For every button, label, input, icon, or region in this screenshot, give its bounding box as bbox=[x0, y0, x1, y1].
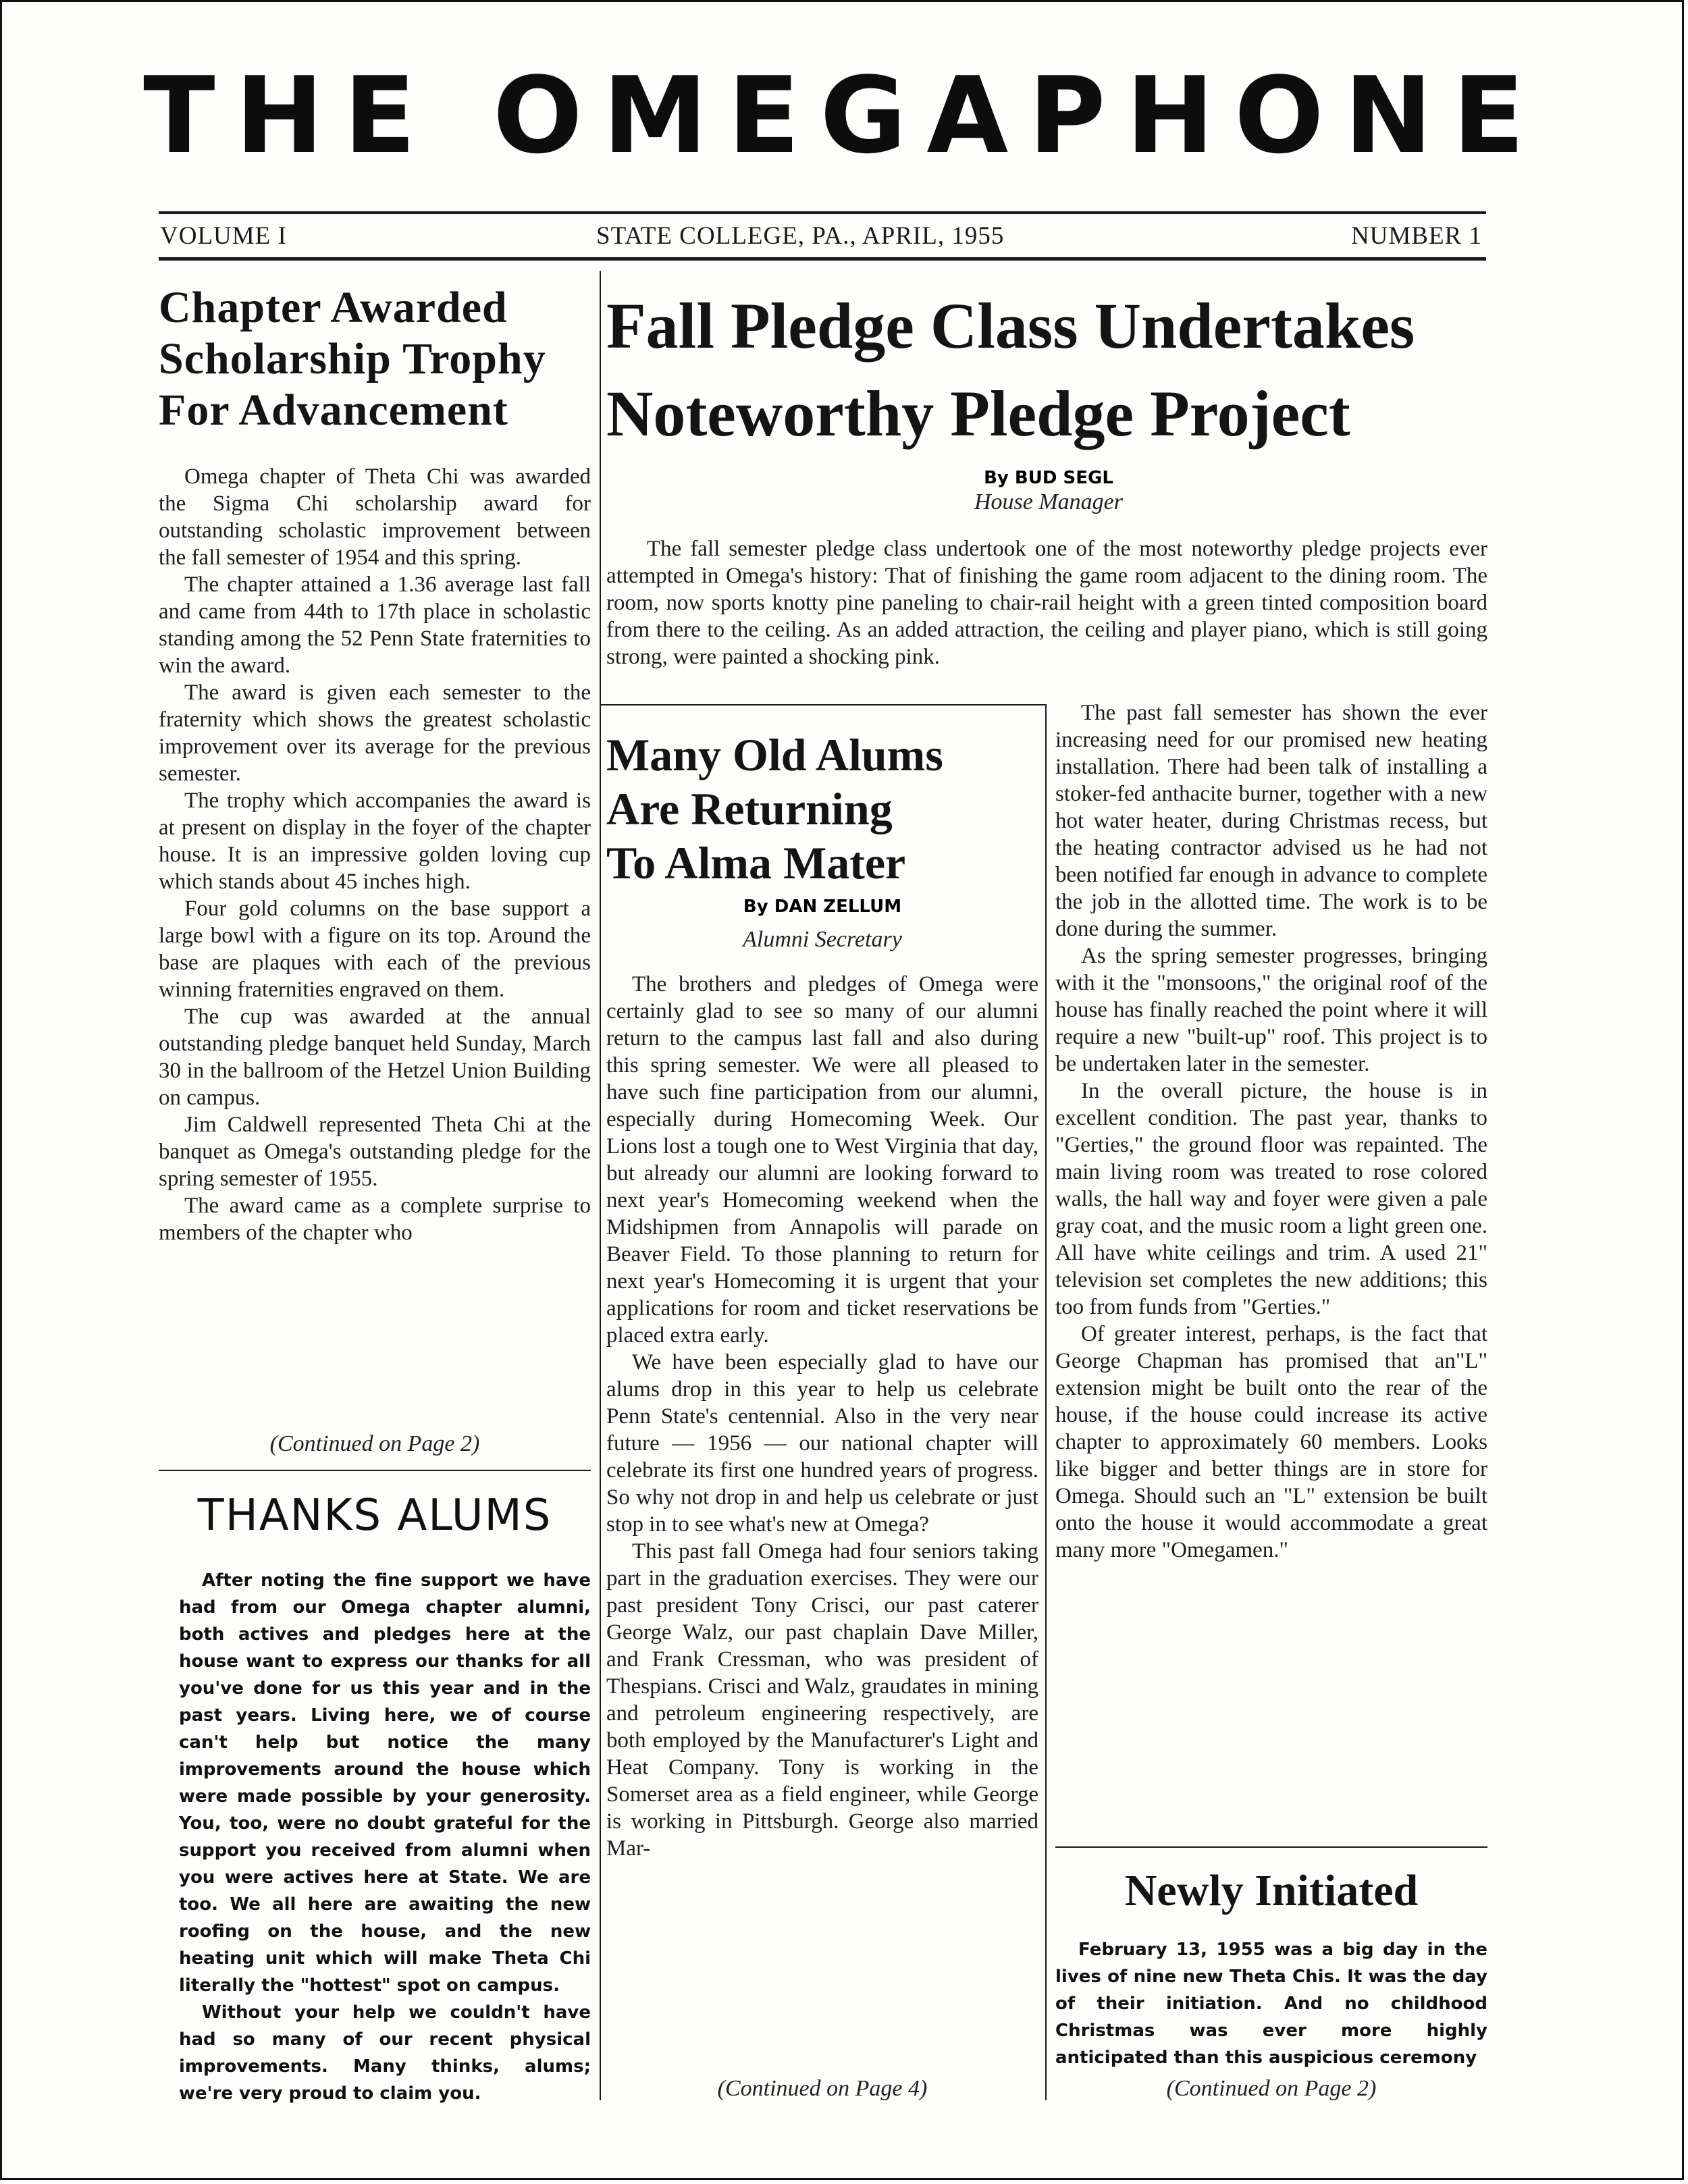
thanks-top-rule bbox=[159, 1470, 591, 1471]
thanks-headline: THANKS ALUMS bbox=[197, 1491, 552, 1541]
alums-headline-line-1: Many Old Alums bbox=[606, 729, 943, 780]
pledge-right-paragraph: In the overall picture, the house is in excellent condition. The past year, thanks to "Gerties," the ground floor was repainted. The main living room was treated to rose colored walls, the hall way and foyer were given a pale gray coat, and the music room a light green one. All have white ceilings and trim. A used 21" television set completes the new additions; this too from funds from "Gerties." bbox=[1055, 1079, 1487, 1319]
column-divider-right bbox=[1045, 704, 1047, 2100]
left-continued-link[interactable]: (Continued on Page 2) bbox=[269, 1431, 480, 1456]
alums-headline bbox=[606, 728, 1038, 890]
column-divider-left bbox=[600, 271, 601, 2100]
left-paragraph: The award is given each semester to the fraternity which shows the greatest scholastic improvement over its average for the previous semester. bbox=[159, 681, 591, 786]
alums-continued-link[interactable]: (Continued on Page 4) bbox=[717, 2076, 928, 2101]
initiated-headline: Newly Initiated bbox=[1124, 1866, 1419, 1915]
left-headline-line-3: For Advancement bbox=[159, 385, 508, 435]
left-paragraph: The chapter attained a 1.36 average last fall and came from 44th to 17th place in scholastic standing among the 52 Penn State fraternities to win the award. bbox=[159, 572, 591, 678]
masthead-title: THE OMEGAPHONE bbox=[143, 54, 1545, 177]
dateline-top-rule bbox=[159, 211, 1486, 214]
left-article-headline bbox=[159, 282, 591, 436]
alums-headline-line-2: Are Returning bbox=[606, 783, 893, 834]
left-paragraph: Omega chapter of Theta Chi was awarded the Sigma Chi scholarship award for outstanding scholastic improvement between the fall semester of 1954 and this spring. bbox=[159, 464, 591, 570]
left-paragraph: The award came as a complete surprise to members of the chapter who bbox=[159, 1194, 591, 1245]
place-date-label: STATE COLLEGE, PA., APRIL, 1955 bbox=[596, 222, 1005, 250]
pledge-role: House Manager bbox=[974, 489, 1124, 514]
alums-headline-line-3: To Alma Mater bbox=[606, 837, 906, 888]
pledge-right-paragraph: The past fall semester has shown the ever increasing need for our promised new heating installation. There had been talk of installing a stoker-fed anthacite burner, together with a new hot water heater, during Christmas recess, but the heating contractor advised us he had not been notified far enough in advance to complete the job in the allotted time. The work is to be done during the summer. bbox=[1055, 701, 1487, 941]
pledge-headline bbox=[606, 282, 1491, 458]
left-paragraph: The trophy which accompanies the award is at present on display in the foyer of the chapter house. It is an impressive golden loving cup which stands about 45 inches high. bbox=[159, 789, 591, 894]
pledge-headline-line-1: Fall Pledge Class Undertakes bbox=[606, 290, 1415, 362]
initiated-paragraph: February 13, 1955 was a big day in the lives of nine new Theta Chis. It was the day of their initiation. And no childhood Christmas was ever more highly anticipated than this auspicious ceremony bbox=[1055, 1940, 1487, 2068]
initiated-continued-link[interactable]: (Continued on Page 2) bbox=[1166, 2076, 1377, 2101]
issue-number-label: NUMBER 1 bbox=[1350, 222, 1482, 250]
pledge-headline-line-2: Noteworthy Pledge Project bbox=[606, 377, 1350, 450]
pledge-lead bbox=[606, 535, 1487, 670]
pledge-right-body bbox=[1055, 699, 1487, 1564]
volume-label: VOLUME I bbox=[160, 222, 287, 250]
pledge-right-paragraph: Of greater interest, perhaps, is the fact that George Chapman has promised that an"L" extension might be built onto the rear of the house, if the house could increase its active chapter to approximately 60 members. Looks like bigger and better things are in store for Omega. Should such an "L" extension be built onto the house it would accommodate a great many more "Omegamen." bbox=[1055, 1322, 1487, 1562]
alums-byline: By DAN ZELLUM bbox=[743, 897, 902, 917]
dateline-bottom-rule bbox=[159, 257, 1486, 261]
alums-paragraph: We have been especially glad to have our alums drop in this year to help us celebrate Penn State's centennial. Also in the very near future — 1956 — our national chapter will celebrate its first one hundred years of progress. So why not drop in and help us celebrate or just stop in to see what's new at Omega? bbox=[606, 1350, 1038, 1537]
alums-paragraph: This past fall Omega had four seniors taking part in the graduation exercises. They were our past president Tony Crisci, our past caterer George Walz, our past chaplain Dave Miller, and Frank Cressman, who was president of Thespians. Crisci and Walz, graudates in mining and petroleum engineering respectively, are both employed by the Manufacturer's Light and Heat Company. Tony is working in the Somerset area as a field engineer, while George is working in Pittsburgh. George also married Mar- bbox=[606, 1539, 1038, 1861]
left-headline-line-2: Scholarship Trophy bbox=[159, 334, 546, 383]
thanks-body bbox=[179, 1567, 591, 2107]
pledge-byline: By BUD SEGL bbox=[984, 468, 1113, 488]
alums-paragraph: The brothers and pledges of Omega were certainly glad to see so many of our alumni return to the campus last fall and also during this spring semester. We were all pleased to have such fine participation from our alumni, especially during Homecoming Week. Our Lions lost a tough one to West Virginia that day, but already our alumni are looking forward to next year's Homecoming weekend when the Midshipmen from Annapolis will parade on Beaver Field. To those planning to return for next year's Homecoming it is urgent that your applications for room and ticket reservations be placed extra early. bbox=[606, 972, 1038, 1348]
left-paragraph: Jim Caldwell represented Theta Chi at the banquet as Omega's outstanding pledge for the spring semester of 1955. bbox=[159, 1113, 591, 1191]
initiated-body bbox=[1055, 1936, 1487, 2071]
left-paragraph: The cup was awarded at the annual outstanding pledge banquet held Sunday, March 30 in the ballroom of the Hetzel Union Building on campus. bbox=[159, 1005, 591, 1110]
thanks-paragraph: After noting the fine support we have had from our Omega chapter alumni, both actives and pledges here at the house want to express our thanks for all you've done for us this year and in the past years. Living here, we of course can't help but notice the many improvements around the house which were made possible by your generosity. You, too, were no doubt grateful for the support you received from alumni when you were actives here at State. We are too. We all here are awaiting the new roofing on the house, and the new heating unit which will make Theta Chi literally the "hottest" spot on campus. bbox=[179, 1570, 591, 1996]
thanks-paragraph: Without your help we couldn't have had so many of our recent physical improvements. Many thinks, alums; we're very proud to claim you. bbox=[179, 2002, 591, 2104]
alums-top-rule bbox=[601, 704, 1047, 705]
left-paragraph: Four gold columns on the base support a large bowl with a figure on its top. Around the base are plaques with each of the previous winning fraternities engraved on them. bbox=[159, 897, 591, 1002]
left-article-body bbox=[159, 463, 591, 1246]
left-headline-line-1: Chapter Awarded bbox=[159, 283, 508, 332]
alums-role: Alumni Secretary bbox=[743, 927, 902, 952]
initiated-top-rule bbox=[1055, 1846, 1487, 1848]
pledge-right-paragraph: As the spring semester progresses, bringing with it the "monsoons," the original roof of the house has finally reached the point where it will require a new "built-up" roof. This project is to be undertaken later in the semester. bbox=[1055, 944, 1487, 1076]
pledge-lead-paragraph: The fall semester pledge class undertook one of the most noteworthy pledge projects ever attempted in Omega's history: That of finishing the game room adjacent to the dining room. The room, now sports knotty pine paneling to chair-rail height with a green tinted composition board from there to the ceiling. As an added attraction, the ceiling and player piano, which is still going strong, were painted a shocking pink. bbox=[606, 537, 1487, 669]
alums-body bbox=[606, 971, 1038, 1862]
